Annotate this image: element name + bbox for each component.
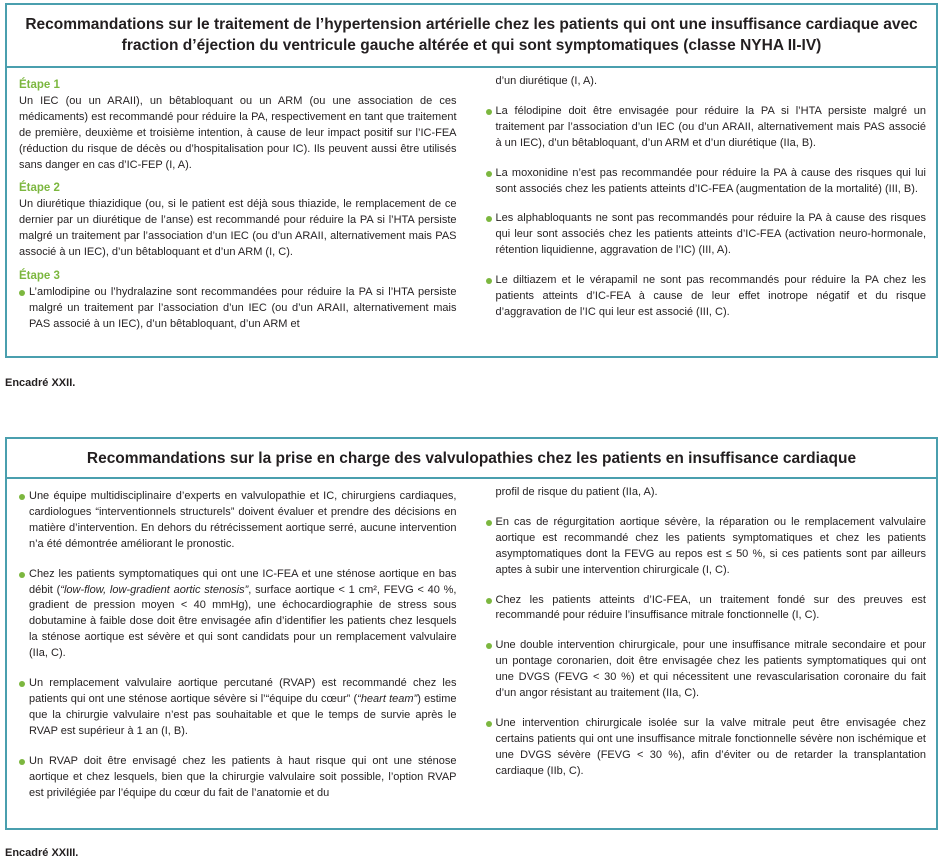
continued-text: d’un diurétique (I, A). — [495, 75, 598, 87]
list-item — [19, 567, 457, 662]
left-column — [7, 479, 472, 815]
box-caption: Encadré XXIII. — [5, 847, 79, 859]
bullet-dot-icon — [486, 278, 492, 284]
list-item — [19, 285, 457, 333]
box-title: Recommandations sur la prise en charge des valvulopathies chez les patients en insuffisance cardiaque — [7, 439, 936, 479]
bullet-text: La moxonidine n’est pas recommandée pour réduire la PA à cause des risques qui lui sont associés chez les patients atteints d’IC-FEA (augmentation de la mortalité) (III, B). — [495, 166, 926, 195]
bullet-text: Une double intervention chirurgicale, pour une insuffisance mitrale secondaire et pour un pontage coronarien, doit être envisagée chez les patients symptomatiques qui ont une DVGS (FEVG < 30 %) et qui nécessitent une revascularisation coronaire du fait d’un angor résistant au traitement (IIa, C). — [495, 639, 926, 700]
step-1-label: Étape 1 — [19, 79, 60, 91]
bullet-dot-icon — [19, 572, 25, 578]
box-title-line-1: Recommandations sur le traitement de l’hypertension artérielle chez les patients qui ont une insuffisance cardiaque avec — [25, 16, 918, 33]
bullet-dot-icon — [19, 759, 25, 765]
step-2-label: Étape 2 — [19, 182, 60, 195]
bullet-dot-icon — [19, 681, 25, 687]
box-title — [7, 5, 936, 68]
bullet-text: Une équipe multidisciplinaire d’experts en valvulopathie et IC, chirurgiens cardiaques, cardiologues “interventionnels structurels” doivent évaluer et prendre des décisions en matière d’intervention. En dehors du rétrécissement aortique serré, aucune intervention n’a été démontrée améliorant le pronostic. — [29, 490, 457, 550]
step-2-text: Un diurétique thiazidique (ou, si le patient est déjà sous thiazide, le remplacement de ce dernier par un diurétique de l’anse) est recommandé pour réduire la PA si l’HTA persiste malgré un traitement par l’association d’un IEC (ou d’un ARAII, alternativement mais PAS associé à un IEC), d’un bêtabloquant et d’un ARM (I, C). — [19, 198, 457, 259]
bullet-text: Le diltiazem et le vérapamil ne sont pas recommandés pour réduire la PA chez les patients atteints d’IC-FEA à cause de leur effet inotrope négatif et du risque d’aggravation de l’IC qui leur est associé (III, C). — [495, 274, 926, 318]
recommendation-box-hypertension — [5, 3, 938, 358]
box-columns — [7, 68, 936, 347]
box-columns — [7, 479, 936, 815]
left-column — [7, 68, 472, 347]
list-item — [486, 211, 927, 259]
list-item — [486, 273, 927, 321]
list-item — [19, 676, 457, 740]
bullet-dot-icon — [486, 598, 492, 604]
list-item — [486, 716, 927, 780]
bullet-text: Un RVAP doit être envisagé chez les patients à haut risque qui ont une sténose aortique et chez lesquels, bien que la chirurgie valvulaire soit possible, l’option RVAP est privilégiée par l’équipe du cœur du fait de l’anatomie et du — [29, 754, 457, 799]
bullet-dot-icon — [19, 290, 25, 296]
list-item — [486, 593, 927, 625]
list-item — [486, 104, 927, 152]
right-column — [472, 68, 937, 347]
list-item — [486, 166, 927, 198]
list-item — [486, 638, 927, 702]
bullet-dot-icon — [486, 721, 492, 727]
bullet-text: En cas de régurgitation aortique sévère, la réparation ou le remplacement valvulaire aortique est recommandé chez les patients symptomatiques et chez les patients asymptomatiques dont la FEVG au repos est ≤ 50 %, si ces patients sont par ailleurs aptes à subir une intervention chirurgicale (I, C). — [495, 515, 926, 576]
bullet-text-part: Chez les patients symptomatiques qui ont une IC-FEA et une sténose aortique en bas débit ( — [29, 567, 457, 596]
bullet-dot-icon — [19, 494, 25, 500]
list-item — [19, 754, 457, 802]
bullet-text-part: ) estime que la chirurgie valvulaire n’est pas souhaitable et que le temps de survie après le RVAP est supérieur à 1 an (I, B). — [29, 692, 457, 737]
list-item — [19, 489, 457, 553]
bullet-text-part: Un remplacement valvulaire aortique percutané (RVAP) est recommandé chez les patients qui ont une sténose aortique sévère si l’“équipe du cœur” ( — [29, 677, 457, 705]
bullet-dot-icon — [486, 520, 492, 526]
bullet-dot-icon — [486, 643, 492, 649]
bullet-text: Une intervention chirurgicale isolée sur la valve mitrale peut être envisagée chez certains patients qui ont une insuffisance mitrale fonctionnelle sévère non ischémique et une DVGS sévère (FEVG < 30 %), afin d’éviter ou de retarder la transplantation cardiaque (IIb, C). — [495, 716, 926, 777]
step-3-label: Étape 3 — [19, 269, 60, 282]
box-caption: Encadré XXII. — [5, 377, 76, 389]
bullet-text-emphasis: “heart team” — [357, 692, 418, 705]
bullet-text-part: , surface aortique < 1 cm², FEVG < 40 %, gradient de pression moyen < 40 mmHg), une échocardiographie de stress sous dobutamine à faible dose doit être envisagée afin d’identifier les patients chez lesquels la sténose aortique est sévère et qui sont candidats pour un remplacement valvulaire (IIa, C). — [29, 583, 457, 660]
bullet-dot-icon — [486, 216, 492, 222]
bullet-dot-icon — [486, 109, 492, 115]
bullet-text: La félodipine doit être envisagée pour réduire la PA si l’HTA persiste malgré un traitement par l’association d’un IEC (ou d’un ARAII, alternativement mais PAS associé à un IEC), d’un bêtabloquant, d’un ARM et d’un diurétique (IIa, B). — [495, 104, 926, 149]
box-title-line-2: fraction d’éjection du ventricule gauche altérée et qui sont symptomatiques (classe NYHA II-IV) — [121, 37, 822, 54]
step-1-text: Un IEC (ou un ARAII), un bêtabloquant ou un ARM (ou une association de ces médicaments) est recommandé pour réduire la PA, respectivement en tant que traitement de première, deuxième et troisième intention, à cause de leur impact positif sur l’IC-FEA (réduction du risque de décès ou d’hospitalisation pour IC). Ils peuvent aussi être utilisés sans danger en cas d’IC-FEP (I, A). — [19, 94, 457, 171]
bullet-text: Chez les patients atteints d’IC-FEA, un traitement fondé sur des preuves est recommandé pour réduire l’insuffisance mitrale fonctionnelle (I, C). — [495, 593, 926, 622]
recommendation-box-valvulopathy — [5, 437, 938, 830]
list-item — [486, 515, 927, 579]
step-3-text: L’amlodipine ou l’hydralazine sont recommandées pour réduire la PA si l’HTA persiste malgré un traitement par l’association d’un IEC (ou d’un ARAII, alternativement mais PAS associé à un IEC), d’un bêtabloquant, d’un ARM et — [29, 285, 457, 330]
right-column — [472, 479, 937, 815]
bullet-dot-icon — [486, 171, 492, 177]
continued-text: profil de risque du patient (IIa, A). — [495, 486, 658, 498]
bullet-text: Les alphabloquants ne sont pas recommandés pour réduire la PA à cause des risques qui leur sont associés chez les patients atteints d’IC-FEA (activation neuro-hormonale, rétention liquidienne, aggravation de l’IC) (III, A). — [495, 212, 926, 257]
bullet-text-emphasis: “low-flow, low-gradient aortic stenosis” — [60, 583, 249, 596]
